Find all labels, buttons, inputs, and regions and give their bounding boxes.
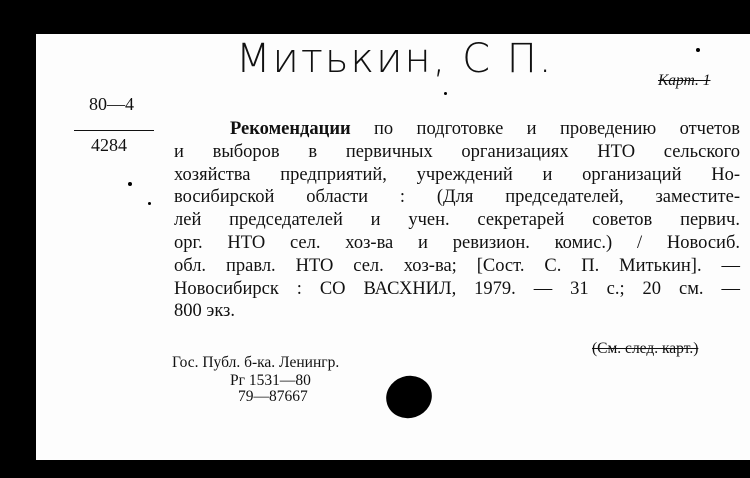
body-line: Новосибирск : СО ВАСХНИЛ, 1979. — 31 с.; 20 см. —: [174, 278, 740, 299]
title-rest: по подготовке и проведению отчетов: [350, 119, 740, 139]
catalog-card: [36, 34, 750, 460]
see-next-card-note: (См. след. карт.): [592, 340, 699, 357]
title-bold: Рекомендации: [230, 119, 351, 139]
body-line: и выборов в первичных организациях НТО сельского: [174, 141, 740, 162]
shelf-mark-bottom: 4284: [91, 135, 127, 155]
body-line: лей председателей и учен. секретарей советов первич.: [174, 210, 740, 231]
card-number: Карт. 1: [658, 72, 711, 89]
handwritten-author-heading: Митькин, С П.: [236, 36, 554, 82]
ink-speck: [444, 92, 447, 95]
title-line: [174, 118, 740, 141]
bibliographic-description: [174, 118, 740, 323]
shelf-mark-divider: [74, 130, 154, 131]
ink-speck: [148, 202, 151, 205]
body-line: хозяйства предприятий, учреждений и организаций Но-: [174, 164, 740, 185]
body-line: восибирской области : (Для председателей, заместите-: [174, 187, 740, 208]
body-line: обл. правл. НТО сел. хоз-ва; [Сост. С. П. Митькин]. —: [174, 255, 740, 276]
shelf-mark-top: 80—4: [89, 94, 134, 114]
library-stamp-line-1: Гос. Публ. б-ка. Ленингр.: [172, 354, 340, 371]
body-line: орг. НТО сел. хоз-ва и ревизион. комис.) / Новосиб.: [174, 232, 740, 253]
library-stamp-line-3: 79—87667: [238, 388, 308, 405]
library-stamp-line-2: Рг 1531—80: [230, 372, 311, 389]
body-line: 800 экз.: [174, 301, 235, 322]
ink-blot: [381, 370, 438, 424]
ink-speck: [696, 48, 700, 52]
ink-speck: [128, 182, 132, 186]
